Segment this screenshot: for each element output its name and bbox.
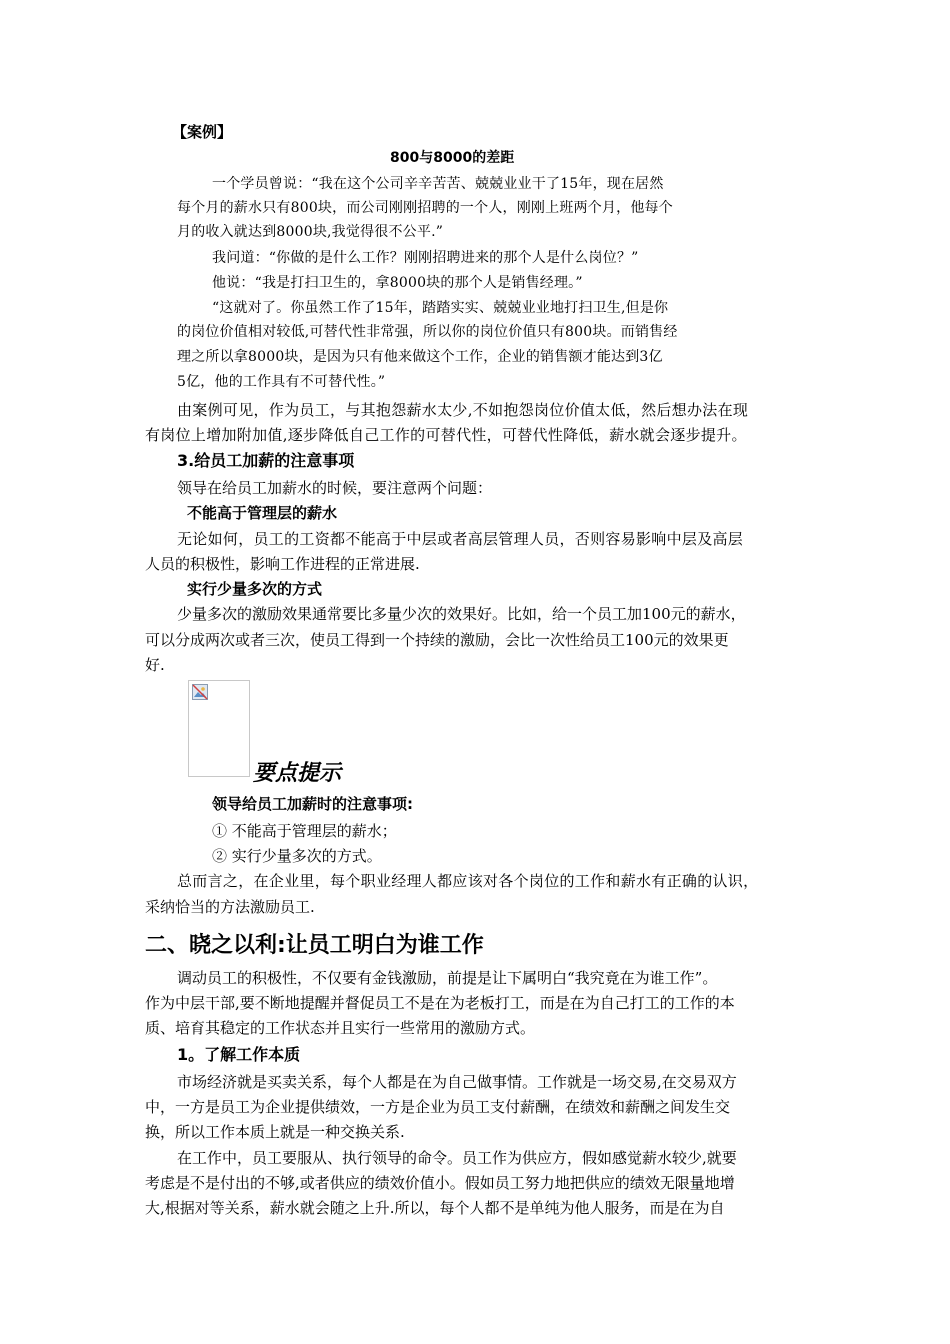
case-line: 月的收入就达到8000块,我觉得很不公平.” xyxy=(177,224,444,240)
paragraph-line: 好. xyxy=(145,656,165,674)
broken-image-icon xyxy=(192,684,208,700)
paragraph-line: 中，一方是员工为企业提供绩效，一方是企业为员工支付薪酬，在绩效和薪酬之间发生交 xyxy=(145,1098,731,1116)
section-intro: 领导在给员工加薪水的时候，要注意两个问题： xyxy=(177,479,493,497)
tips-label: 要点提示 xyxy=(253,760,342,786)
paragraph-line: 无论如何，员工的工资都不能高于中层或者高层管理人员，否则容易影响中层及高层 xyxy=(177,530,744,548)
summary-line: 总而言之，在企业里，每个职业经理人都应该对各个岗位的工作和薪水有正确的认识， xyxy=(177,872,759,890)
conclusion-line: 由案例可见，作为员工，与其抱怨薪水太少,不如抱怨岗位价值太低，然后想办法在现 xyxy=(177,401,749,419)
chapter-intro-line: 调动员工的积极性，不仅要有金钱激励，前提是让下属明白“我究竟在为谁工作”。 xyxy=(177,969,718,987)
chapter-intro-line: 作为中层干部,要不断地提醒并督促员工不是在为老板打工，而是在为自己打工的工作的本 xyxy=(145,994,735,1012)
paragraph-line: 少量多次的激励效果通常要比多量少次的效果好。比如，给一个员工加100元的薪水， xyxy=(177,605,746,623)
case-line: “这就对了。你虽然工作了15年，踏踏实实、兢兢业业地打扫卫生,但是你 xyxy=(212,300,669,316)
case-line: 5亿，他的工作具有不可替代性。” xyxy=(177,374,386,390)
point-title: 不能高于管理层的薪水 xyxy=(187,504,338,522)
image-placeholder xyxy=(188,680,250,777)
paragraph-line: 考虑是不是付出的不够,或者供应的绩效价值小。假如员工努力地把供应的绩效无限量地增 xyxy=(145,1174,735,1192)
section-heading: 3.给员工加薪的注意事项 xyxy=(177,451,355,470)
case-title: 800与8000的差距 xyxy=(390,150,515,166)
paragraph-line: 在工作中，员工要服从、执行领导的命令。员工作为供应方，假如感觉薪水较少,就要 xyxy=(177,1149,737,1167)
conclusion-line: 有岗位上增加附加值,逐步降低自己工作的可替代性，可替代性降低，薪水就会逐步提升。 xyxy=(145,426,747,444)
paragraph-line: 大,根据对等关系，薪水就会随之上升.所以，每个人都不是单纯为他人服务，而是在为自 xyxy=(145,1199,725,1217)
case-line: 一个学员曾说：“我在这个公司辛辛苦苦、兢兢业业干了15年，现在居然 xyxy=(212,176,664,192)
tips-item: ② 实行少量多次的方式。 xyxy=(212,847,382,865)
case-line: 他说：“我是打扫卫生的，拿8000块的那个人是销售经理。” xyxy=(212,275,583,291)
case-line: 理之所以拿8000块，是因为只有他来做这个工作，企业的销售额才能达到3亿 xyxy=(177,349,663,365)
chapter-heading: 二、晓之以利:让员工明白为谁工作 xyxy=(145,933,484,958)
case-label: 【案例】 xyxy=(172,123,233,141)
tips-title: 领导给员工加薪时的注意事项: xyxy=(212,795,413,813)
tips-item: ① 不能高于管理层的薪水； xyxy=(212,822,397,840)
chapter-intro-line: 质、培育其稳定的工作状态并且实行一些常用的激励方式。 xyxy=(145,1019,536,1037)
point-title: 实行少量多次的方式 xyxy=(187,580,323,598)
paragraph-line: 市场经济就是买卖关系，每个人都是在为自己做事情。工作就是一场交易,在交易双方 xyxy=(177,1073,737,1091)
paragraph-line: 换，所以工作本质上就是一种交换关系. xyxy=(145,1123,405,1141)
case-line: 每个月的薪水只有800块，而公司刚刚招聘的一个人，刚刚上班两个月，他每个 xyxy=(177,200,673,216)
paragraph-line: 可以分成两次或者三次，使员工得到一个持续的激励，会比一次性给员工100元的效果更 xyxy=(145,631,729,649)
paragraph-line: 人员的积极性，影响工作进程的正常进展. xyxy=(145,555,420,573)
summary-line: 采纳恰当的方法激励员工. xyxy=(145,898,315,916)
case-line: 我问道：“你做的是什么工作？刚刚招聘进来的那个人是什么岗位？” xyxy=(212,250,639,266)
subsection-heading: 1。了解工作本质 xyxy=(177,1045,301,1064)
case-line: 的岗位价值相对较低,可替代性非常强，所以你的岗位价值只有800块。而销售经 xyxy=(177,324,678,340)
